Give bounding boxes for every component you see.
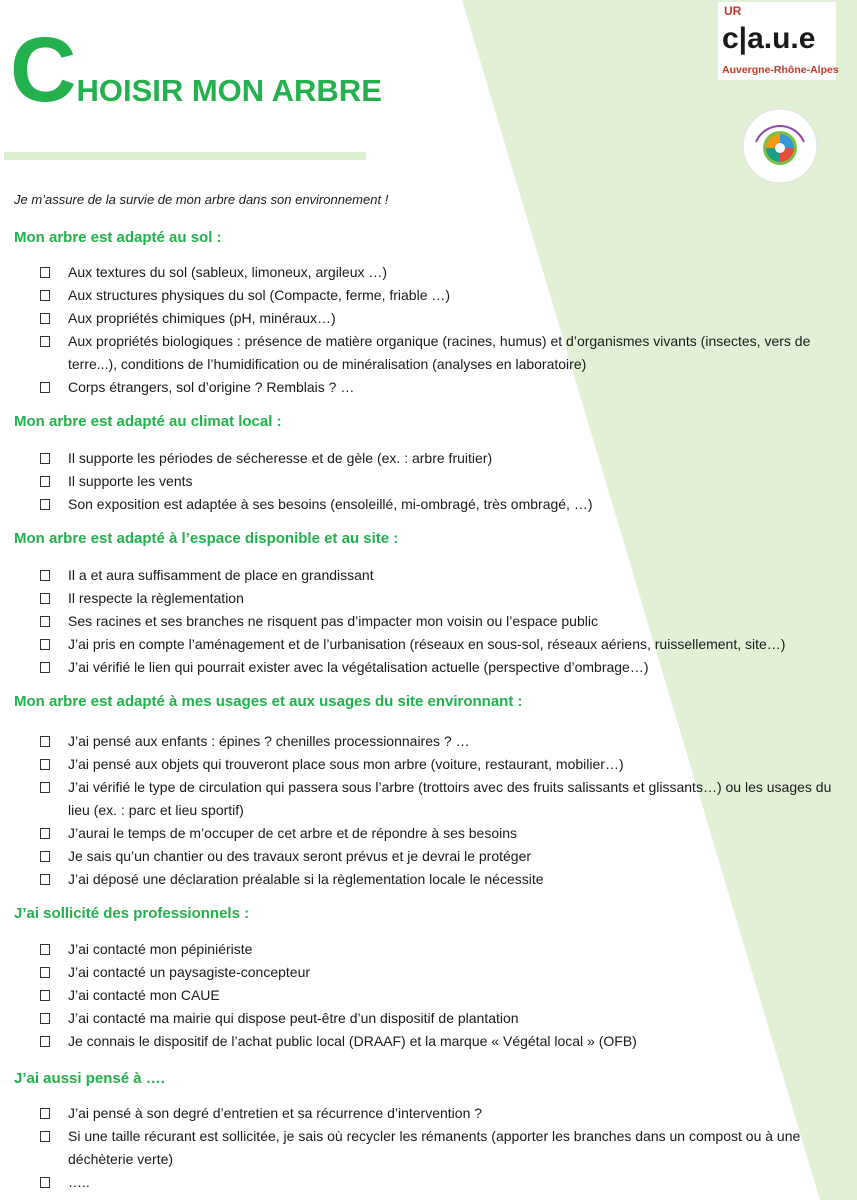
checkbox[interactable] (40, 570, 50, 581)
checkbox[interactable] (40, 874, 50, 885)
checklist-item (38, 868, 846, 891)
checkbox[interactable] (40, 759, 50, 770)
checklist-item-label: Si une taille récurant est sollicitée, je sais où recycler les rémanents (apporter les branches dans un compost ou à une déchèterie verte) (68, 1128, 801, 1167)
checklist-item (38, 1007, 846, 1030)
section-heading: Mon arbre est adapté à l’espace disponible et au site : (14, 530, 399, 547)
checklist-item-label: J’ai vérifié le type de circulation qui passera sous l’arbre (trottoirs avec des fruits salissants et glissants…) ou les usages du lieu (ex. : parc et lieu sportif) (68, 779, 832, 818)
checkbox[interactable] (40, 1177, 50, 1188)
checklist-item (38, 938, 846, 961)
checklist-item (38, 1171, 846, 1194)
checkbox[interactable] (40, 662, 50, 673)
checkbox[interactable] (40, 990, 50, 1001)
checklist-item (38, 376, 846, 399)
caue-logo (718, 2, 839, 80)
checklist-item (38, 284, 846, 307)
checkbox[interactable] (40, 851, 50, 862)
caue-logo-region: Auvergne-Rhône-Alpes (722, 64, 839, 76)
checklist-item-label: J’ai pensé à son degré d’entretien et sa récurrence d’intervention ? (68, 1105, 483, 1121)
checklist-item-label: Aux textures du sol (sableux, limoneux, argileux …) (68, 264, 388, 280)
checklist-item-label: Je connais le dispositif de l’achat public local (DRAAF) et la marque « Végétal local » (OFB) (68, 1033, 637, 1049)
checkbox[interactable] (40, 616, 50, 627)
checklist-item (38, 610, 846, 633)
checklist-item (38, 564, 846, 587)
checklist-item (38, 845, 846, 868)
checklist-item (38, 633, 846, 656)
checklist-item-label: J’ai pensé aux enfants : épines ? chenilles processionnaires ? … (68, 733, 470, 749)
checkbox[interactable] (40, 828, 50, 839)
checkbox[interactable] (40, 1108, 50, 1119)
section-heading: Mon arbre est adapté au sol : (14, 229, 222, 246)
section-heading: Mon arbre est adapté à mes usages et aux usages du site environnant : (14, 693, 523, 710)
page-title (10, 19, 382, 121)
checkbox[interactable] (40, 967, 50, 978)
checkbox[interactable] (40, 267, 50, 278)
checkbox[interactable] (40, 313, 50, 324)
title-rest: HOISIR MON ARBRE (76, 73, 382, 108)
checklist-item-label: Aux propriétés biologiques : présence de matière organique (racines, humus) et d’organismes vivants (insectes, vers de terre...), conditions de l’humidification ou de minéralisation (analyses en laboratoire) (68, 333, 811, 372)
title-initial: C (10, 19, 75, 121)
checkbox[interactable] (40, 290, 50, 301)
checklist-item-label: J’ai contacté un paysagiste-concepteur (68, 964, 311, 980)
checklist-item (38, 984, 846, 1007)
checkbox[interactable] (40, 736, 50, 747)
checkbox[interactable] (40, 382, 50, 393)
checklist-item (38, 1030, 846, 1053)
checklist-item-label: Il supporte les vents (68, 473, 193, 489)
checklist-item-label: Il supporte les périodes de sécheresse et de gèle (ex. : arbre fruitier) (68, 450, 493, 466)
checkbox[interactable] (40, 1013, 50, 1024)
checklist-item (38, 587, 846, 610)
checklist-item-label: ….. (68, 1174, 90, 1190)
checklist-item (38, 447, 846, 470)
checkbox[interactable] (40, 336, 50, 347)
checkbox[interactable] (40, 593, 50, 604)
section-heading: J’ai sollicité des professionnels : (14, 905, 250, 922)
checklist-item-label: Aux propriétés chimiques (pH, minéraux…) (68, 310, 336, 326)
checkbox[interactable] (40, 453, 50, 464)
checklist-item-label: J’ai vérifié le lien qui pourrait exister avec la végétalisation actuelle (perspective d’ombrage…) (68, 659, 649, 675)
checklist-item (38, 656, 846, 679)
checklist-item (38, 730, 846, 753)
checklist-item (38, 470, 846, 493)
checkbox[interactable] (40, 1131, 50, 1142)
observatoire-biodiversite-logo (742, 108, 818, 184)
checklist-item (38, 307, 846, 330)
checklist-item-label: J’aurai le temps de m’occuper de cet arbre et de répondre à ses besoins (68, 825, 518, 841)
checklist-item-label: Il respecte la règlementation (68, 590, 244, 606)
checklist-item-label: J’ai contacté mon CAUE (68, 987, 220, 1003)
checklist-item (38, 1102, 846, 1125)
checklist-item-label: Il a et aura suffisamment de place en grandissant (68, 567, 374, 583)
caue-logo-wordmark: c|a.u.e (722, 22, 816, 55)
checklist-item-label: Corps étrangers, sol d’origine ? Remblais ? … (68, 379, 355, 395)
checkbox[interactable] (40, 1036, 50, 1047)
title-underline-bar (4, 152, 366, 160)
section-heading: J’ai aussi pensé à …. (14, 1070, 165, 1087)
checklist-item-label: Son exposition est adaptée à ses besoins (ensoleillé, mi-ombragé, très ombragé, …) (68, 496, 593, 512)
checklist-item (38, 961, 846, 984)
checklist-item (38, 753, 846, 776)
caue-logo-prefix: UR (724, 4, 742, 18)
checklist-item-label: Aux structures physiques du sol (Compacte, ferme, friable …) (68, 287, 451, 303)
checkbox[interactable] (40, 499, 50, 510)
checklist-item (38, 776, 846, 821)
checklist-item-label: J’ai pris en compte l’aménagement et de l’urbanisation (réseaux en sous-sol, réseaux aériens, ruissellement, site…) (68, 636, 786, 652)
checkbox[interactable] (40, 476, 50, 487)
intro-text: Je m’assure de la survie de mon arbre dans son environnement ! (14, 192, 389, 207)
checklist-item (38, 822, 846, 845)
checklist-item (38, 1125, 846, 1170)
section-heading: Mon arbre est adapté au climat local : (14, 413, 282, 430)
checklist-item (38, 493, 846, 516)
checklist-item-label: J’ai déposé une déclaration préalable si la règlementation locale le nécessite (68, 871, 544, 887)
checklist-item-label: Ses racines et ses branches ne risquent pas d’impacter mon voisin ou l’espace public (68, 613, 598, 629)
checklist-item-label: Je sais qu’un chantier ou des travaux seront prévus et je devrai le protéger (68, 848, 532, 864)
checkbox[interactable] (40, 944, 50, 955)
checklist-item-label: J’ai contacté ma mairie qui dispose peut-être d’un dispositif de plantation (68, 1010, 519, 1026)
checklist-item-label: J’ai pensé aux objets qui trouveront place sous mon arbre (voiture, restaurant, mobilier…) (68, 756, 624, 772)
checklist-item (38, 261, 846, 284)
checkbox[interactable] (40, 782, 50, 793)
checklist-item (38, 330, 846, 375)
checkbox[interactable] (40, 639, 50, 650)
checklist-item-label: J’ai contacté mon pépiniériste (68, 941, 253, 957)
